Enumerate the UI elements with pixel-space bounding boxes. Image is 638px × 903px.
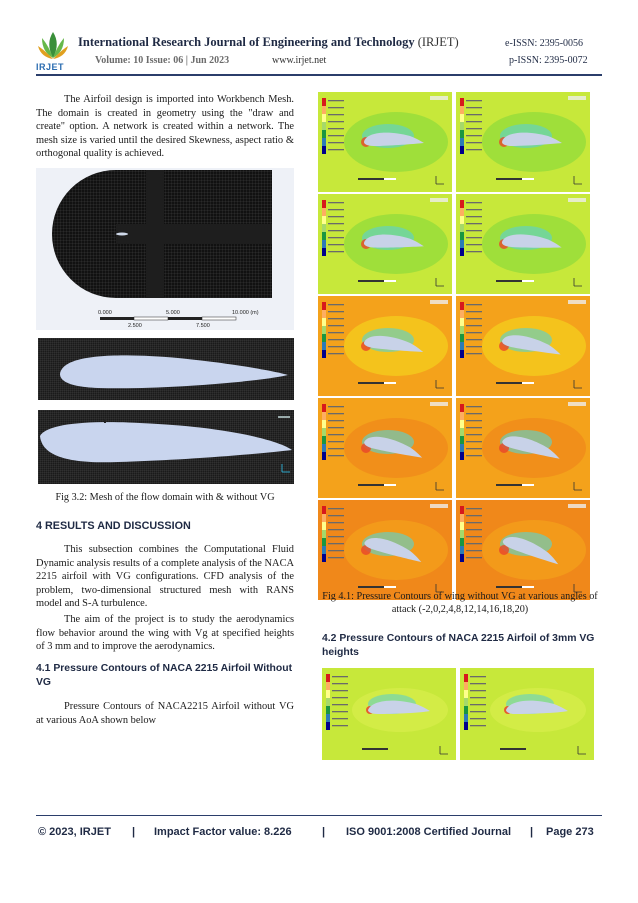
mesh-domain-image [36,168,294,330]
footer-divider [36,815,602,816]
e-issn: e-ISSN: 2395-0056 [505,38,584,49]
scale-label-10: 10.000 (m) [232,310,259,316]
footer-copyright: © 2023, IRJET [38,826,111,838]
footer-separator: | [132,826,136,838]
mesh-closeup-airfoil-vg [38,410,294,484]
pressure-contour-thumbnail [456,398,590,498]
footer-page-number: Page 273 [546,826,594,838]
section-4-heading: 4 RESULTS AND DISCUSSION [36,520,191,532]
pressure-contour-thumbnail [456,92,590,192]
paragraph-aim: The aim of the project is to study the aerodynamics flow behavior around the wing with Vg at specified heights of 3 mm and to improve the aerodynamics. [36,614,294,653]
journal-website[interactable]: www.irjet.net [272,55,327,66]
footer-separator: | [322,826,326,838]
pressure-contour-thumbnail [318,500,452,600]
paragraph-contours-intro: Pressure Contours of NACA2215 Airfoil without VG at various AoA shown below [36,701,294,726]
vg-pressure-contour-thumbnail [460,668,594,760]
footer-iso: ISO 9001:2008 Certified Journal [346,826,512,838]
scale-label-7-5: 7.500 [196,323,210,329]
pressure-contour-thumbnail [318,92,452,192]
volume-info: Volume: 10 Issue: 06 | Jun 2023 [95,55,230,66]
section-4-2-heading: 4.2 Pressure Contours of NACA 2215 Airfoil of 3mm VG heights [322,633,595,658]
pressure-contour-thumbnail [456,500,590,600]
fig-4-1-caption: Fig 4.1: Pressure Contours of wing without VG at various angles of attack (-2,0,2,4,8,12,14,16,18,20) [322,591,598,615]
pressure-contour-thumbnail [318,194,452,294]
vg-pressure-contour-thumbnail [322,668,456,760]
scale-label-2-5: 2.500 [128,323,142,329]
scale-label-5: 5.000 [166,310,180,316]
mesh-closeup-airfoil [38,338,294,400]
footer-separator: | [530,826,534,838]
section-4-1-heading: 4.1 Pressure Contours of NACA 2215 Airfoil Without VG [36,663,293,688]
scale-label-0: 0.000 [98,310,112,316]
pressure-contour-thumbnail [318,296,452,396]
journal-title: International Research Journal of Engineering and Technology (IRJET) [78,35,459,49]
pressure-contour-thumbnail [456,194,590,294]
pressure-contour-thumbnail [456,296,590,396]
footer-impact-factor: Impact Factor value: 8.226 [154,826,292,838]
logo-text: IRJET [36,62,65,72]
paragraph-mesh-intro: The Airfoil design is imported into Workbench Mesh. The domain is created in geometry using the "draw and create" option. A network is created within a network. The mesh size is varied until the desired Skewness, aspect ratio & orthogonal quality is achieved. [36,94,294,160]
fig-3-2-caption: Fig 3.2: Mesh of the flow domain with & without VG [55,492,275,503]
paragraph-cfd-summary: This subsection combines the Computational Fluid Dynamic analysis results of a complete analysis of the NACA 2215 airfoil with VG configurations. CFD analysis of the problem, two-dimensional structured mesh with RANS model and S-A turbulence. [36,544,294,610]
p-issn: p-ISSN: 2395-0072 [509,55,588,66]
pressure-contour-thumbnail [318,398,452,498]
header-divider [36,74,602,76]
